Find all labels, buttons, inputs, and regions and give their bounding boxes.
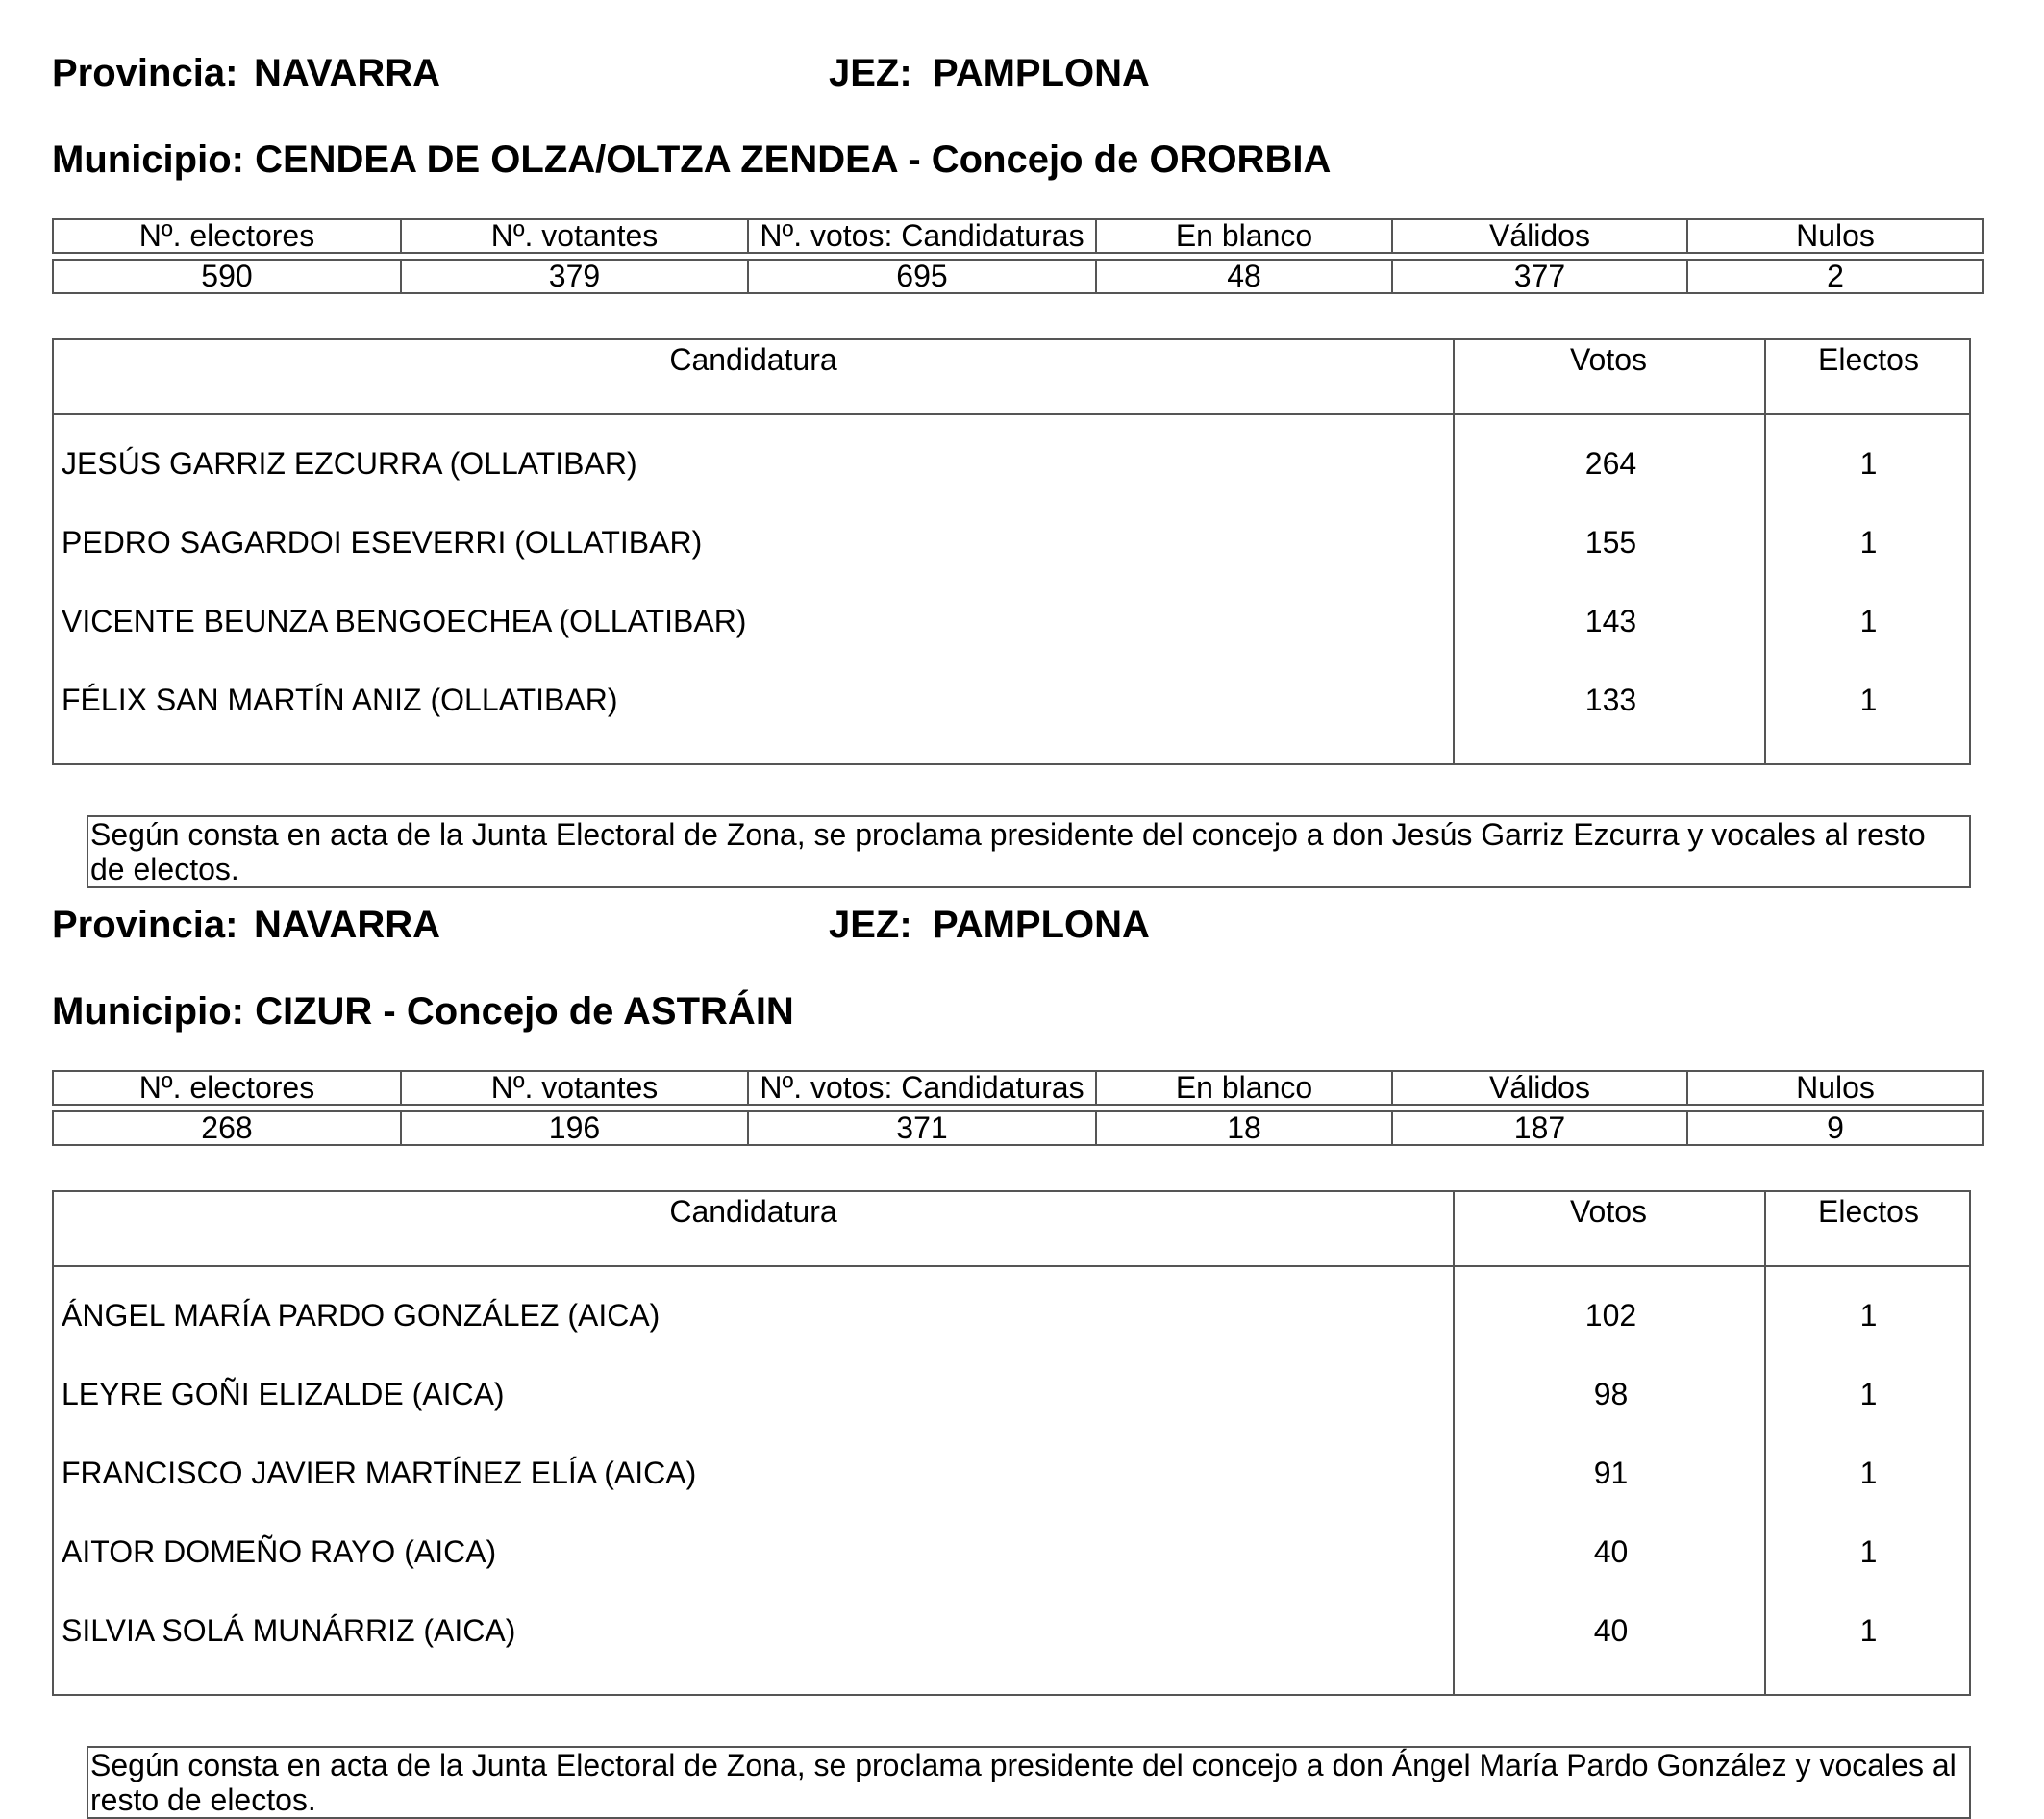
stats-header-cell: Nº. votantes [401,219,748,253]
header-divider [54,413,1969,415]
provincia-value: NAVARRA [254,52,441,94]
votos-header: Votos [1569,342,1648,377]
candidate-votos: 40 [1593,1534,1629,1569]
stats-value-cell: 187 [1392,1111,1687,1145]
jez-value: PAMPLONA [933,52,1150,94]
electos-header: Electos [1818,342,1919,377]
candidate-name: ÁNGEL MARÍA PARDO GONZÁLEZ (AICA) [62,1298,661,1333]
jez-value: PAMPLONA [933,904,1150,946]
candidate-name: FÉLIX SAN MARTÍN ANIZ (OLLATIBAR) [62,683,618,717]
electos-header: Electos [1818,1194,1919,1229]
candidatura-header: Candidatura [669,1194,837,1229]
provincia-label: Provincia: [52,52,238,94]
stats-value-cell: 371 [748,1111,1096,1145]
candidatura-header: Candidatura [669,342,837,377]
stats-header-table [52,218,1984,254]
stats-value-cell: 590 [53,260,401,293]
candidate-electos: 1 [1859,1456,1878,1490]
candidate-electos: 1 [1859,1613,1878,1648]
candidate-name: FRANCISCO JAVIER MARTÍNEZ ELÍA (AICA) [62,1456,697,1490]
candidate-electos: 1 [1859,604,1878,638]
candidate-votos: 40 [1593,1613,1629,1648]
stats-value-cell: 2 [1687,260,1983,293]
candidate-votos: 155 [1584,525,1637,560]
stats-values-table [52,1110,1984,1146]
candidate-votos: 102 [1584,1298,1637,1333]
municipio-title: Municipio: CIZUR - Concejo de ASTRÁIN [52,990,794,1033]
concejo-section [0,852,2044,1817]
candidates-table [52,1190,1971,1696]
header-divider [54,1265,1969,1267]
stats-header-cell: Nº. votos: Candidaturas [748,219,1096,253]
candidate-electos: 1 [1859,446,1878,481]
candidate-name: LEYRE GOÑI ELIZALDE (AICA) [62,1377,505,1411]
stats-header-cell: En blanco [1096,1071,1392,1105]
votos-header: Votos [1569,1194,1648,1229]
candidate-name: SILVIA SOLÁ MUNÁRRIZ (AICA) [62,1613,516,1648]
stats-header-cell: En blanco [1096,219,1392,253]
proclamation-note: Según consta en acta de la Junta Electoral de Zona, se proclama presidente del concejo a don Jesús Garriz Ezcurra y vocales al resto de electos. [87,815,1971,888]
stats-header-cell: Válidos [1392,219,1687,253]
stats-value-cell: 48 [1096,260,1392,293]
candidate-electos: 1 [1859,1298,1878,1333]
stats-header-cell: Válidos [1392,1071,1687,1105]
stats-value-cell: 18 [1096,1111,1392,1145]
jez-label: JEZ: [829,904,912,946]
candidates-table [52,338,1971,765]
candidate-electos: 1 [1859,1377,1878,1411]
stats-value-cell: 695 [748,260,1096,293]
candidate-name: JESÚS GARRIZ EZCURRA (OLLATIBAR) [62,446,637,481]
proclamation-note: Según consta en acta de la Junta Electoral de Zona, se proclama presidente del concejo a don Ángel María Pardo González y vocales al resto de electos. [87,1746,1971,1819]
candidate-name: PEDRO SAGARDOI ESEVERRI (OLLATIBAR) [62,525,703,560]
candidate-electos: 1 [1859,1534,1878,1569]
stats-value-cell: 196 [401,1111,748,1145]
provincia-value: NAVARRA [254,904,441,946]
municipio-title: Municipio: CENDEA DE OLZA/OLTZA ZENDEA - Concejo de ORORBIA [52,138,1332,181]
candidate-votos: 264 [1584,446,1637,481]
stats-header-table [52,1070,1984,1106]
candidate-votos: 133 [1584,683,1637,717]
stats-header-cell: Nulos [1687,1071,1983,1105]
stats-header-cell: Nº. votos: Candidaturas [748,1071,1096,1105]
stats-value-cell: 268 [53,1111,401,1145]
stats-header-cell: Nº. votantes [401,1071,748,1105]
concejo-section [0,0,2044,886]
candidate-votos: 143 [1584,604,1637,638]
stats-header-cell: Nº. electores [53,1071,401,1105]
jez-label: JEZ: [829,52,912,94]
stats-header-cell: Nº. electores [53,219,401,253]
stats-value-cell: 377 [1392,260,1687,293]
provincia-label: Provincia: [52,904,238,946]
stats-header-cell: Nulos [1687,219,1983,253]
stats-value-cell: 379 [401,260,748,293]
candidate-votos: 98 [1593,1377,1629,1411]
candidate-votos: 91 [1593,1456,1629,1490]
candidate-electos: 1 [1859,525,1878,560]
candidate-electos: 1 [1859,683,1878,717]
candidate-name: VICENTE BEUNZA BENGOECHEA (OLLATIBAR) [62,604,747,638]
stats-value-cell: 9 [1687,1111,1983,1145]
stats-values-table [52,259,1984,294]
candidate-name: AITOR DOMEÑO RAYO (AICA) [62,1534,497,1569]
